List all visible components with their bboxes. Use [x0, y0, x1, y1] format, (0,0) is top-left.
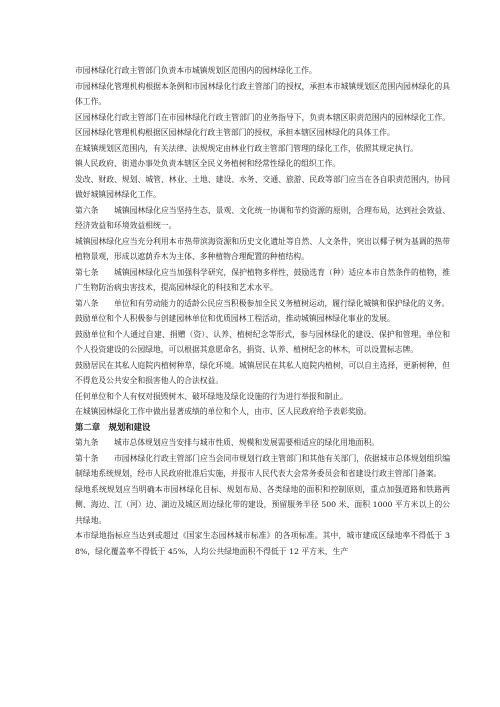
paragraph: 市园林绿化管理机构根据本条例和市园林绿化行政主管部门的授权，承担本市城镇规划区范围内园林绿化的具体工作。	[75, 81, 450, 106]
paragraph: 在城镇规划区范围内，有关法律、法规规定由林业行政主管部门管理的绿化工作，依照其规定执行。	[75, 143, 419, 153]
paragraph: 鼓励居民在其私人庭院内植树种草，绿化环境。城镇居民在其私人庭院内植树，可以自主选择，更新树种，但不得危及公共安全和损害他人的合法权益。	[75, 360, 450, 385]
paragraph: 城镇园林绿化应当充分利用本市热带滨海资源和历史文化遗址等自然、人文条件，突出以椰子树为基调的热带植物景观，形成以遮荫乔木为主体、多种植物合理配置的种植结构。	[75, 236, 450, 261]
paragraph: 任何单位和个人有权对损毁树木、破坏绿地及绿化设施的行为进行举报和制止。	[75, 391, 348, 401]
paragraph: 市园林绿化行政主管部门负责本市城镇规划区范围内的园林绿化工作。	[75, 66, 317, 75]
paragraph: 在城镇园林绿化工作中做出显著成绩的单位和个人，由市、区人民政府给予表彰奖励。	[75, 407, 372, 416]
article-10: 第十条 市园林绿化行政主管部门应当会同市规划行政主管部门和其他有关部门，依据城市总体规划组织编制绿地系统规划，经市人民政府批准后实施，并报市人民代表大会常务委员会和省建设行政主管部门备案。	[75, 453, 450, 478]
article-7: 第七条 城镇园林绿化应当加强科学研究，保护植物多样性，鼓励选育（种）适应本市自然条件的植物，推广生物防治病虫害技术，提高园林绿化的科技和艺术水平。	[75, 267, 450, 292]
paragraph: 本市绿地指标应当达到或超过《国家生态园林城市标准》的各项标准。其中，城市建成区绿地率不得低于 38%，绿化覆盖率不得低于 45%，人均公共绿地面积不得低于 12 平方米，生产	[75, 531, 450, 556]
paragraph: 鼓励单位和个人通过自建、捐赠（资）、认养、植树纪念等形式，参与园林绿化的建设、保护和管理。单位和个人投资建设的公园绿地，可以根据其意愿命名，捐资、认养、植树纪念的林木，可以设置标志牌。	[75, 329, 450, 354]
document-body	[75, 63, 450, 559]
paragraph: 区园林绿化行政主管部门在市园林绿化行政主管部门的业务指导下，负责本辖区职责范围内的园林绿化工作。区园林绿化管理机构根据区园林绿化行政主管部门的授权，承担本辖区园林绿化的具体工作。	[75, 112, 450, 137]
article-6: 第六条 城镇园林绿化应当坚持生态、景观、文化统一协调和节约资源的原则，合理布局，达到社会效益、经济效益和环境效益相统一。	[75, 205, 450, 230]
paragraph: 镇人民政府、街道办事处负责本辖区全民义务植树和经常性绿化的组织工作。	[75, 159, 341, 168]
chapter-heading: 第二章 规划和建设	[75, 421, 151, 432]
article-9: 第九条 城市总体规划应当安排与城市性质、规模和发展需要相适应的绿化用地面积。	[75, 438, 380, 447]
paragraph: 绿地系统规划应当明确本市园林绿化目标、规划布局、各类绿地的面积和控制原则，重点加强道路和铁路两侧、海边、江（河）边、湖边及城区周边绿化带的建设，预留服务半径 500 米、面积 1000 平方米以上的公共绿地。	[75, 484, 450, 525]
article-8: 第八条 单位和有劳动能力的适龄公民应当积极参加全民义务植树运动，履行绿化城镇和保护绿化的义务。	[75, 298, 450, 308]
paragraph: 鼓励单位和个人积极参与创建园林单位和优质园林工程活动，推动城镇园林绿化事业的发展。	[75, 314, 395, 323]
paragraph: 发改、财政、规划、城管、林业、土地、建设、水务、交通、旅游、民政等部门应当在各自职责范围内，协同做好城镇园林绿化工作。	[75, 174, 450, 199]
